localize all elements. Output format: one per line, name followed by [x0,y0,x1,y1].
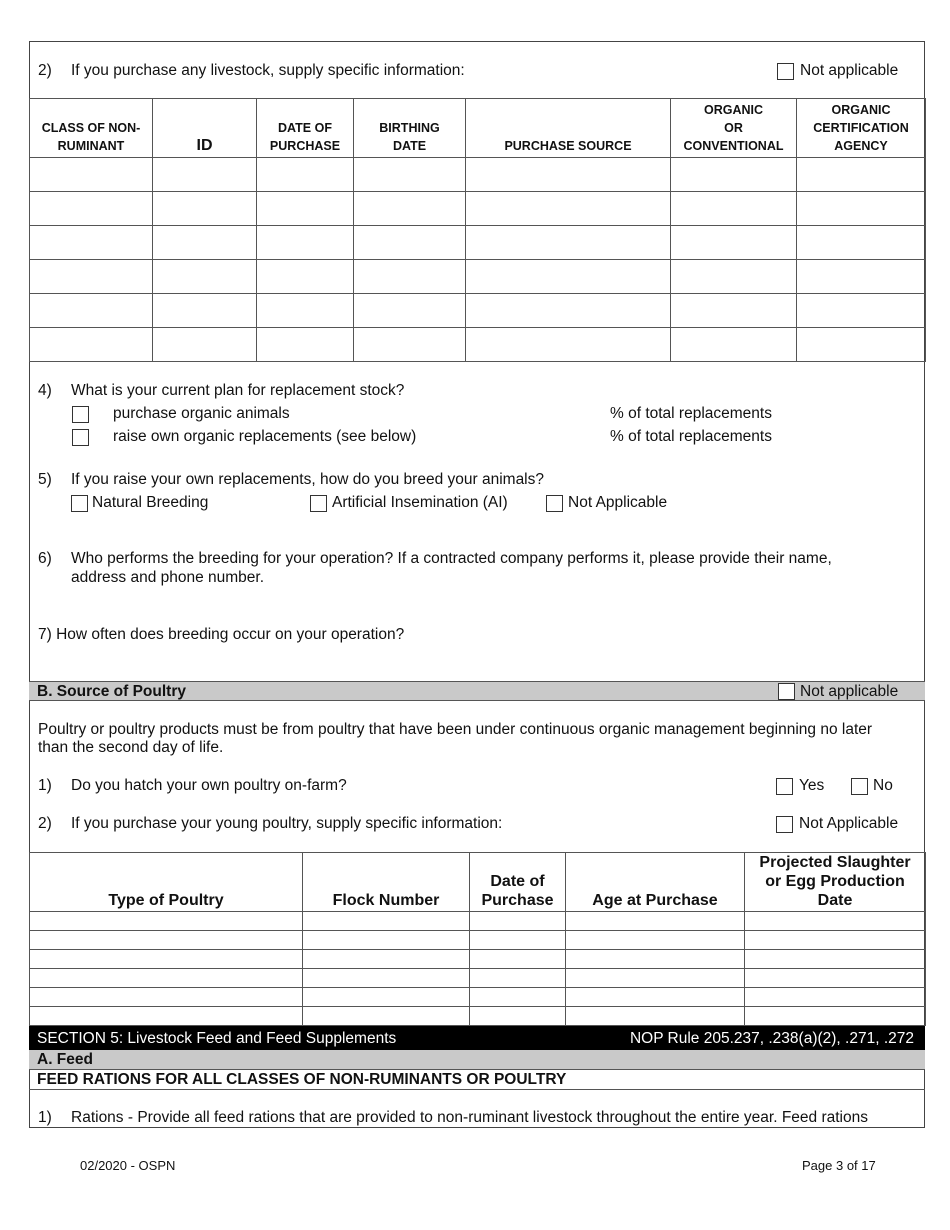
table-cell-input[interactable] [354,260,466,294]
section-b-not-applicable-label: Not applicable [800,683,899,700]
table-cell-input[interactable] [153,226,257,260]
column-header [466,99,671,158]
column-header [797,99,926,158]
column-header-line: or Egg Production [765,873,905,890]
table-cell-input[interactable] [303,931,470,950]
q5-text: If you raise your own replacements, how do you breed your animals? [71,471,544,488]
column-header-line: Date [817,892,853,909]
column-header-line: RUMINANT [57,139,125,153]
table-row [30,192,926,226]
column-header [745,853,926,912]
table-row [30,158,926,192]
column-header-line: CERTIFICATION [813,121,909,135]
table-cell-input[interactable] [671,294,797,328]
table-cell-input[interactable] [745,988,926,1007]
column-header [257,99,354,158]
column-header-line: ORGANIC [831,103,891,117]
poultry-table-header [30,853,926,912]
poultry-q2-not-applicable-label: Not Applicable [799,815,899,832]
section-5-rule: NOP Rule 205.237, .238(a)(2), .271, .272 [629,1030,914,1047]
poultry-purchase-table [29,852,926,1026]
natural-breeding-checkbox[interactable] [71,495,88,512]
q2-number: 2) [38,62,52,79]
table-cell-input[interactable] [153,260,257,294]
table-cell-input[interactable] [566,1007,745,1026]
column-header-line: ORGANIC [703,103,764,117]
table-cell-input[interactable] [671,260,797,294]
section-b-intro-1: Poultry or poultry products must be from poultry that have been under continuous organic management beginning no later [38,721,873,738]
ai-label: Artificial Insemination (AI) [332,494,508,511]
table-cell-input[interactable] [30,931,303,950]
table-cell-input[interactable] [30,260,153,294]
table-cell-input[interactable] [303,969,470,988]
poultry-q2-text: If you purchase your young poultry, supply specific information: [71,815,503,832]
table-cell-input[interactable] [30,969,303,988]
q2-text: If you purchase any livestock, supply specific information: [71,62,465,79]
section-b-header [29,681,925,701]
column-header-line: Date of [490,873,545,890]
table-cell-input[interactable] [30,328,153,362]
feed-heading-divider [29,1089,925,1090]
table-cell-input[interactable] [153,158,257,192]
section-5-header [29,1026,925,1050]
table-cell-input[interactable] [303,1007,470,1026]
table-cell-input[interactable] [671,158,797,192]
natural-breeding-label: Natural Breeding [92,494,209,511]
column-header [470,853,566,912]
column-header-line: Projected Slaughter [759,854,911,871]
table-cell-input[interactable] [466,192,671,226]
q6-number: 6) [38,550,52,567]
table-cell-input[interactable] [470,1007,566,1026]
ai-checkbox[interactable] [310,495,327,512]
column-header-line: CLASS OF NON- [41,121,141,135]
table-cell-input[interactable] [30,226,153,260]
table-cell-input[interactable] [257,328,354,362]
feed-rations-heading: FEED RATIONS FOR ALL CLASSES OF NON-RUMINANTS OR POULTRY [37,1071,567,1088]
column-header-line: ID [196,137,213,154]
table-cell-input[interactable] [797,158,926,192]
table-cell-input[interactable] [354,328,466,362]
table-cell-input[interactable] [30,294,153,328]
q4-raise-own-checkbox[interactable] [72,429,89,446]
column-header-line: PURCHASE [269,139,341,153]
column-header-line: DATE [392,139,427,153]
table-cell-input[interactable] [153,192,257,226]
table-cell-input[interactable] [470,950,566,969]
table-cell-input[interactable] [354,158,466,192]
table-row [30,294,926,328]
table-cell-input[interactable] [671,226,797,260]
table-cell-input[interactable] [745,950,926,969]
table-cell-input[interactable] [30,950,303,969]
q4-text: What is your current plan for replacement stock? [71,382,405,399]
section-b-intro-2: than the second day of life. [38,739,224,756]
table-cell-input[interactable] [566,969,745,988]
table-cell-input[interactable] [470,969,566,988]
table-cell-input[interactable] [30,1007,303,1026]
table-cell-input[interactable] [303,912,470,931]
column-header-line: Type of Poultry [108,892,224,909]
table-row [30,931,926,950]
footer-page-number: Page 3 of 17 [802,1158,876,1173]
column-header-line: DATE OF [278,121,332,135]
table-cell-input[interactable] [354,294,466,328]
poultry-q1-number: 1) [38,777,52,794]
table-cell-input[interactable] [745,931,926,950]
feed-q1-number: 1) [38,1109,52,1126]
table-cell-input[interactable] [153,328,257,362]
q4-option-1-suffix: % of total replacements [610,405,772,422]
livestock-purchase-table [29,98,926,362]
table-cell-input[interactable] [257,158,354,192]
table-cell-input[interactable] [566,912,745,931]
table-cell-input[interactable] [30,158,153,192]
table-cell-input[interactable] [153,294,257,328]
q7-text: 7) How often does breeding occur on your operation? [38,626,405,643]
footer-revision: 02/2020 - OSPN [80,1158,176,1173]
table-cell-input[interactable] [745,969,926,988]
feed-q1-text: Rations - Provide all feed rations that are provided to non-ruminant livestock throughout the entire year. Feed rations [71,1109,868,1126]
column-header-line: OR [724,121,743,135]
livestock-table-header [30,99,926,158]
section-5-title: SECTION 5: Livestock Feed and Feed Supplements [37,1030,397,1047]
table-cell-input[interactable] [466,158,671,192]
table-cell-input[interactable] [566,988,745,1007]
table-cell-input[interactable] [466,260,671,294]
column-header [566,853,745,912]
table-cell-input[interactable] [257,294,354,328]
table-row [30,950,926,969]
table-cell-input[interactable] [354,226,466,260]
column-header [354,99,466,158]
table-cell-input[interactable] [30,192,153,226]
table-row [30,328,926,362]
q4-option-1-label: purchase organic animals [113,405,290,422]
column-header [30,99,153,158]
q4-number: 4) [38,382,52,399]
column-header-line: BIRTHING [379,121,440,135]
section-b-title: B. Source of Poultry [37,683,186,700]
table-cell-input[interactable] [466,294,671,328]
hatch-yes-label: Yes [799,777,825,794]
table-row [30,1007,926,1026]
q4-purchase-organic-checkbox[interactable] [72,406,89,423]
hatch-no-checkbox[interactable] [851,778,868,795]
table-row [30,226,926,260]
breeding-not-applicable-checkbox[interactable] [546,495,563,512]
table-row [30,988,926,1007]
column-header-line: CONVENTIONAL [683,139,784,153]
table-cell-input[interactable] [797,260,926,294]
table-cell-input[interactable] [470,931,566,950]
table-cell-input[interactable] [797,328,926,362]
section-5a-header [29,1050,925,1070]
table-cell-input[interactable] [30,988,303,1007]
table-cell-input[interactable] [797,226,926,260]
table-row [30,260,926,294]
column-header-line: AGENCY [834,139,888,153]
column-header-line: Flock Number [332,892,440,909]
table-cell-input[interactable] [671,192,797,226]
table-cell-input[interactable] [797,294,926,328]
column-header-line: Age at Purchase [592,892,718,909]
section-b-not-applicable-checkbox[interactable] [778,683,795,700]
table-cell-input[interactable] [257,226,354,260]
table-cell-input[interactable] [466,226,671,260]
section-5a-title: A. Feed [37,1051,93,1068]
hatch-no-label: No [873,777,893,794]
table-cell-input[interactable] [671,328,797,362]
table-cell-input[interactable] [303,988,470,1007]
table-row [30,912,926,931]
table-cell-input[interactable] [30,912,303,931]
poultry-q2-not-applicable-checkbox[interactable] [776,816,793,833]
q6-line-1: Who performs the breeding for your operation? If a contracted company performs it, please provide their name, [71,550,832,567]
table-cell-input[interactable] [354,192,466,226]
q4-option-2-label: raise own organic replacements (see below) [113,428,417,445]
column-header [303,853,470,912]
column-header [671,99,797,158]
poultry-q2-number: 2) [38,815,52,832]
table-cell-input[interactable] [745,1007,926,1026]
q4-option-2-suffix: % of total replacements [610,428,772,445]
table-cell-input[interactable] [566,950,745,969]
column-header-line: Purchase [481,892,554,909]
column-header-line: PURCHASE SOURCE [504,139,632,153]
table-cell-input[interactable] [257,260,354,294]
poultry-q1-text: Do you hatch your own poultry on-farm? [71,777,347,794]
table-cell-input[interactable] [797,192,926,226]
table-cell-input[interactable] [466,328,671,362]
table-cell-input[interactable] [470,988,566,1007]
table-cell-input[interactable] [303,950,470,969]
column-header [30,853,303,912]
table-row [30,969,926,988]
breeding-not-applicable-label: Not Applicable [568,494,668,511]
table-cell-input[interactable] [566,931,745,950]
q5-number: 5) [38,471,52,488]
column-header [153,99,257,158]
table-cell-input[interactable] [470,912,566,931]
q6-line-2: address and phone number. [71,569,265,586]
table-cell-input[interactable] [745,912,926,931]
hatch-yes-checkbox[interactable] [776,778,793,795]
table-cell-input[interactable] [257,192,354,226]
q2-not-applicable-label: Not applicable [800,62,899,79]
q2-not-applicable-checkbox[interactable] [777,63,794,80]
